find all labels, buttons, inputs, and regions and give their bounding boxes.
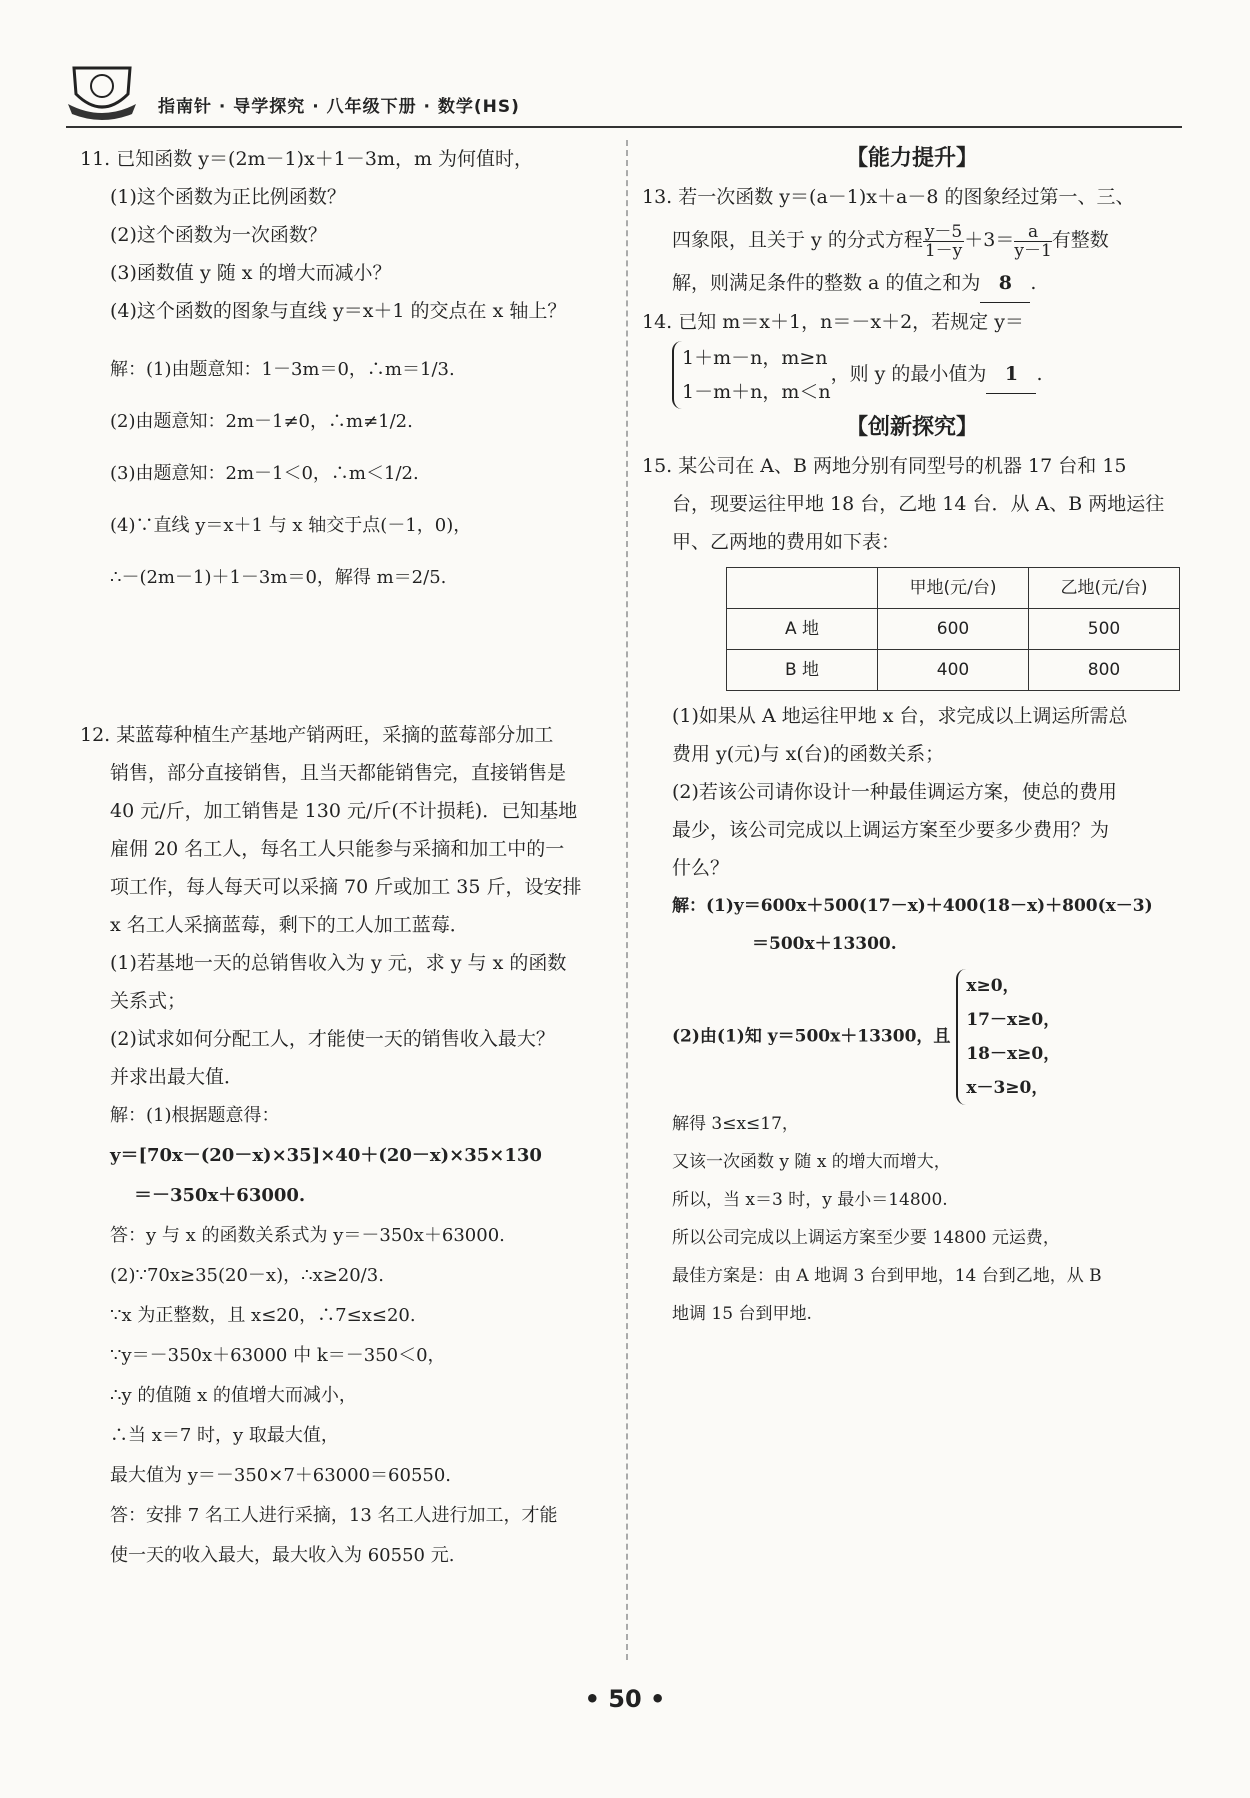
q12-sol-line: 最大值为 y＝－350×7＋63000＝60550. <box>110 1465 452 1486</box>
q12-sol-line: ＝－350x＋63000. <box>134 1185 306 1206</box>
q12-stem-line: 项工作，每人每天可以采摘 70 斤或加工 35 斤，设安排 <box>110 876 582 898</box>
q13-fraction-left <box>923 223 964 260</box>
q12-stem-line: (1)若基地一天的总销售收入为 y 元，求 y 与 x 的函数 <box>110 952 567 974</box>
q15-stem-line: 台，现要运往甲地 18 台，乙地 14 台．从 A、B 两地运往 <box>672 493 1165 515</box>
cost-table <box>726 567 1180 691</box>
table-cell: 600 <box>878 609 1029 650</box>
right-column <box>642 140 1182 1333</box>
inequality-system <box>956 969 1060 1105</box>
q11-sol-line: (4)∵直线 y＝x＋1 与 x 轴交于点(－1，0)， <box>110 515 472 536</box>
header-title: 指南针 · 导学探究 · 八年级下册 · 数学(HS) <box>158 97 520 117</box>
q12-sol-line: ∴当 x＝7 时，y 取最大值， <box>110 1425 339 1446</box>
q12-sol-line: 答：y 与 x 的函数关系式为 y＝－350x＋63000. <box>110 1225 505 1246</box>
q11-sol-line: ∴－(2m－1)＋1－3m＝0，解得 m＝2/5. <box>110 567 447 588</box>
table-cell: 400 <box>878 650 1029 691</box>
q12-stem-line: 12. 某蓝莓种植生产基地产销两旺，采摘的蓝莓部分加工 <box>80 724 554 746</box>
q11-sol-line: (2)由题意知：2m－1≠0，∴m≠1/2. <box>110 411 413 432</box>
q12-sol-line: ∵y＝－350x＋63000 中 k＝－350＜0， <box>110 1345 446 1366</box>
q13-line: 13. 若一次函数 y＝(a－1)x＋a－8 的图象经过第一、三、 <box>642 186 1135 208</box>
q15-sol-line: 最佳方案是：由 A 地调 3 台到甲地，14 台到乙地，从 B <box>672 1266 1102 1286</box>
q15-sol-line: 地调 15 台到甲地. <box>672 1304 812 1324</box>
piecewise-case: 1＋m－n，m≥n <box>682 347 828 369</box>
q12-stem-line: 雇佣 20 名工人，每名工人只能参与采摘和加工中的一 <box>110 838 565 860</box>
q15-sol-line: 所以公司完成以上调运方案至少要 14800 元运费， <box>672 1228 1060 1248</box>
q11-item: (4)这个函数的图象与直线 y＝x＋1 的交点在 x 轴上？ <box>110 300 567 322</box>
fraction-numerator: y－5 <box>924 221 963 242</box>
section-ability: 【能力提升】 <box>845 146 978 171</box>
q13-text: ＋3＝ <box>964 229 1015 251</box>
q13-answer: 8 <box>980 264 1030 303</box>
system-line: 17－x≥0， <box>966 1010 1061 1030</box>
fraction-numerator: a <box>1014 223 1051 242</box>
q15-sol-line <box>642 969 1182 1105</box>
q14-piecewise: 1＋m－n，m≥n 1－m＋n，m＜n ，则 y 的最小值为 1 . <box>642 341 1182 409</box>
q12-sol-line: (2)∵70x≥35(20－x)，∴x≥20/3. <box>110 1265 384 1286</box>
q11-item: (3)函数值 y 随 x 的增大而减小？ <box>110 262 392 284</box>
page-number: • 50 • <box>584 1685 666 1713</box>
q15-sol-line: 解得 3≤x≤17， <box>672 1114 799 1134</box>
q15-sol-line: 解：(1)y＝600x＋500(17－x)＋400(18－x)＋800(x－3) <box>672 896 1153 916</box>
q12-stem-line: 销售，部分直接销售，且当天都能销售完，直接销售是 <box>110 762 567 784</box>
piecewise-brace <box>672 341 831 409</box>
q12-sol-line: 解：(1)根据题意得： <box>110 1105 280 1126</box>
q14-text: ，则 y 的最小值为 <box>830 363 987 385</box>
table-cell: 500 <box>1029 609 1180 650</box>
q15-sol-line: 又该一次函数 y 随 x 的增大而增大， <box>672 1152 951 1172</box>
q15-item: 费用 y(元)与 x(台)的函数关系； <box>672 743 945 765</box>
q12-stem-line: (2)试求如何分配工人，才能使一天的销售收入最大？ <box>110 1028 555 1050</box>
q14-line: 14. 已知 m＝x＋1，n＝－x＋2，若规定 y＝ <box>642 311 1024 333</box>
q15-item: 什么？ <box>672 857 730 879</box>
q13-fraction-right <box>1014 223 1051 260</box>
q15-sol-line: ＝500x＋13300. <box>752 934 897 954</box>
q12-block <box>80 716 620 1576</box>
q12-sol-line: ∴y 的值随 x 的值增大而减小， <box>110 1385 357 1406</box>
q12-sol-line: 答：安排 7 名工人进行采摘，13 名工人进行加工，才能 <box>110 1505 558 1526</box>
table-header: 甲地(元/台) <box>878 568 1029 609</box>
q13-line <box>642 216 1182 264</box>
system-line: x－3≥0， <box>966 1078 1049 1098</box>
q12-solution <box>80 1096 620 1576</box>
fraction-denominator: 1－y <box>924 240 963 261</box>
page-header <box>66 52 1182 128</box>
table-row <box>727 650 1180 691</box>
left-column <box>80 140 620 1576</box>
q12-sol-line: y＝[70x－(20－x)×35]×40＋(20－x)×35×130 <box>110 1145 542 1166</box>
q11-sol-line: 解：(1)由题意知：1－3m＝0，∴m＝1/3. <box>110 359 455 380</box>
book-series-logo <box>66 60 138 122</box>
q11-item: (1)这个函数为正比例函数？ <box>110 186 346 208</box>
table-cell: B 地 <box>727 650 878 691</box>
q11-sol-line: (3)由题意知：2m－1＜0，∴m＜1/2. <box>110 463 419 484</box>
q11-stem: 11. 已知函数 y＝(2m－1)x＋1－3m，m 为何值时， <box>80 148 534 170</box>
q12-stem-line: 关系式； <box>110 990 187 1012</box>
q11-solution <box>80 344 620 604</box>
q12-stem-line: 并求出最大值． <box>110 1066 244 1088</box>
q14-answer: 1 <box>986 355 1036 394</box>
q15-sol-line: 所以，当 x＝3 时，y 最小＝14800. <box>672 1190 948 1210</box>
q13-text: 四象限，且关于 y 的分式方程 <box>672 229 923 251</box>
table-row <box>727 609 1180 650</box>
table-header: 乙地(元/台) <box>1029 568 1180 609</box>
table-header-row <box>727 568 1180 609</box>
system-line: 18－x≥0， <box>966 1044 1061 1064</box>
q12-sol-line: 使一天的收入最大，最大收入为 60550 元. <box>110 1545 455 1566</box>
q12-stem-line: x 名工人采摘蓝莓，剩下的工人加工蓝莓． <box>110 914 469 936</box>
fraction-denominator: y－1 <box>1014 240 1052 261</box>
q15-text: (2)由(1)知 y＝500x＋13300，且 <box>672 1026 951 1047</box>
system-line: x≥0， <box>966 976 1020 996</box>
section-innovation: 【创新探究】 <box>845 415 978 440</box>
q12-stem-line: 40 元/斤，加工销售是 130 元/斤(不计损耗)．已知基地 <box>110 800 578 822</box>
column-divider <box>626 140 628 1660</box>
q15-stem-line: 甲、乙两地的费用如下表： <box>672 531 901 553</box>
q13-line: 解，则满足条件的整数 a 的值之和为 8 . <box>642 264 1182 303</box>
table-header <box>727 568 878 609</box>
q15-item: (1)如果从 A 地运往甲地 x 台，求完成以上调运所需总 <box>672 705 1128 727</box>
table-cell: 800 <box>1029 650 1180 691</box>
piecewise-case: 1－m＋n，m＜n <box>682 381 831 403</box>
q15-stem-line: 15. 某公司在 A、B 两地分别有同型号的机器 17 台和 15 <box>642 455 1127 477</box>
q15-item: (2)若该公司请你设计一种最佳调运方案，使总的费用 <box>672 781 1117 803</box>
q13-text: 有整数 <box>1051 229 1109 251</box>
q15-item: 最少，该公司完成以上调运方案至少要多少费用？为 <box>672 819 1110 841</box>
q13-text: 解，则满足条件的整数 a 的值之和为 <box>672 272 981 294</box>
table-cell: A 地 <box>727 609 878 650</box>
q15-solution <box>642 887 1182 1333</box>
q11-item: (2)这个函数为一次函数？ <box>110 224 327 246</box>
q12-sol-line: ∵x 为正整数，且 x≤20，∴7≤x≤20. <box>110 1305 416 1326</box>
